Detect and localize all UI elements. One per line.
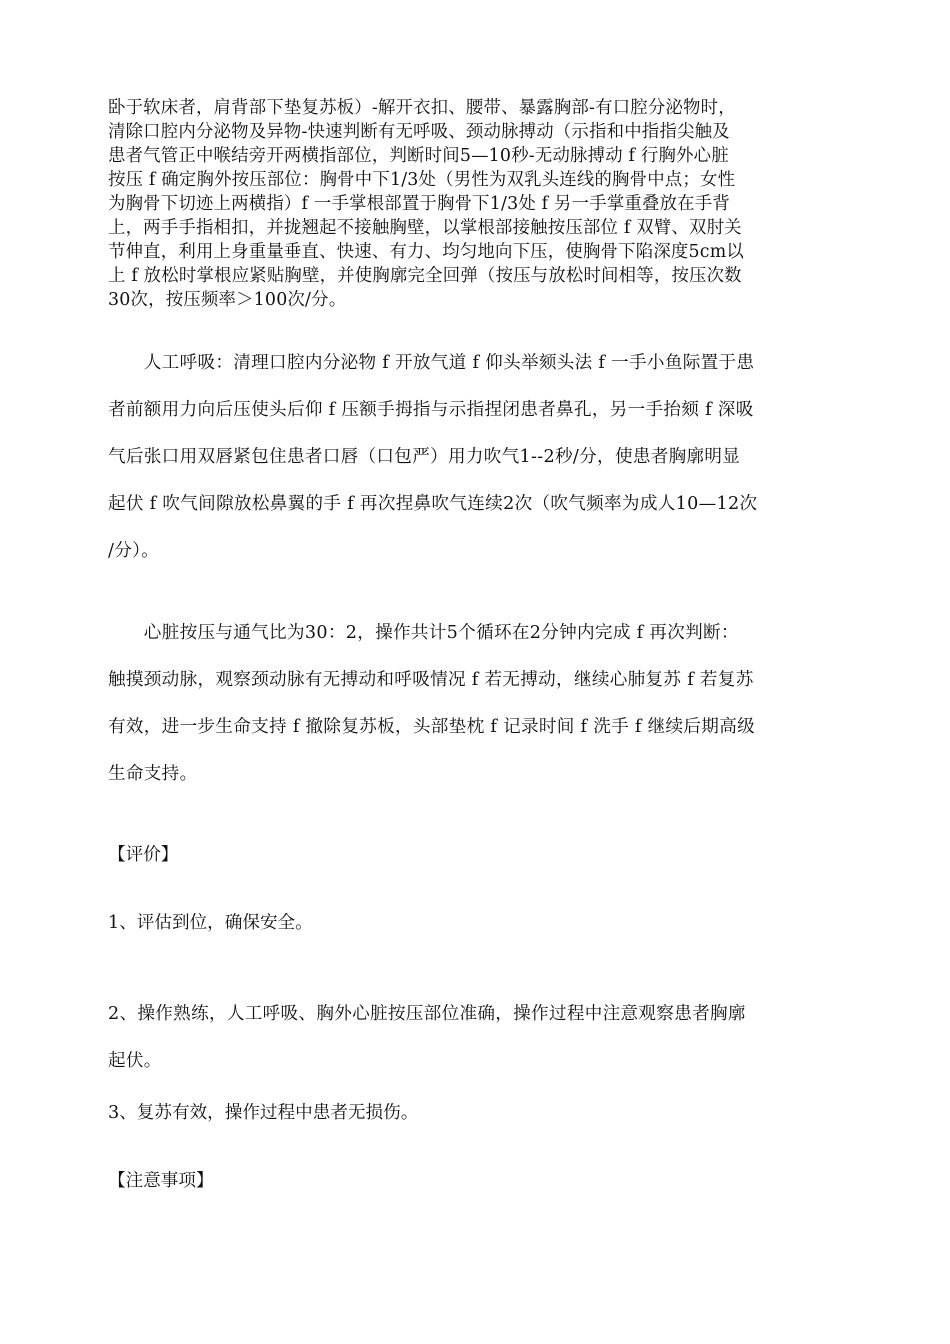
text-line: 者前额用力向后压使头后仰 f 压额手拇指与示指捏闭患者鼻孔，另一手抬颏 f 深吸 — [108, 400, 754, 420]
paragraph-cpr-compression — [108, 96, 744, 312]
text-line: 2、操作熟练，人工呼吸、胸外心脏按压部位准确，操作过程中注意观察患者胸廓 — [108, 1004, 746, 1024]
text-line: 心脏按压与通气比为30：2，操作共计5个循环在2分钟内完成 f 再次判断： — [108, 623, 739, 643]
text-line: 30次，按压频率＞100次/分。 — [108, 290, 347, 310]
text-line: 上 f 放松时掌根应紧贴胸壁，并使胸廓完全回弹（按压与放松时间相等，按压次数 — [108, 266, 742, 286]
evaluation-item-1: 1、评估到位，确保安全。 — [108, 913, 313, 933]
text-line: 为胸骨下切迹上两横指）f 一手掌根部置于胸骨下1/3处 f 另一手掌重叠放在手背 — [108, 194, 730, 214]
paragraph-artificial-respiration — [108, 340, 757, 575]
text-line: 起伏 f 吹气间隙放松鼻翼的手 f 再次捏鼻吹气连续2次（吹气频率为成人10—12次 — [108, 494, 758, 514]
notes-heading: 【注意事项】 — [108, 1171, 214, 1191]
text-line: 触摸颈动脉，观察颈动脉有无搏动和呼吸情况 f 若无搏动，继续心肺复苏 f 若复苏 — [108, 670, 754, 690]
evaluation-item-3: 3、复苏有效，操作过程中患者无损伤。 — [108, 1103, 419, 1123]
text-line: 清除口腔内分泌物及异物-快速判断有无呼吸、颈动脉搏动（示指和中指指尖触及 — [108, 122, 730, 142]
paragraph-compression-ratio — [108, 610, 755, 798]
text-line: 节伸直，利用上身重量垂直、快速、有力、均匀地向下压，使胸骨下陷深度5cm以 — [108, 242, 744, 262]
text-line: 卧于软床者，肩背部下垫复苏板）-解开衣扣、腰带、暴露胸部-有口腔分泌物时， — [108, 98, 736, 118]
text-line: 有效，进一步生命支持 f 撤除复苏板，头部垫枕 f 记录时间 f 洗手 f 继续后期高级 — [108, 717, 755, 737]
text-line: 气后张口用双唇紧包住患者口唇（口包严）用力吹气1--2秒/分，使患者胸廓明显 — [108, 447, 741, 467]
text-line: /分）。 — [108, 541, 160, 561]
text-line: 患者气管正中喉结旁开两横指部位，判断时间5—10秒-无动脉搏动 f 行胸外心脏 — [108, 146, 729, 166]
text-line: 起伏。 — [108, 1051, 162, 1071]
text-line: 上，两手手指相扣，并拢翘起不接触胸壁，以掌根部接触按压部位 f 双臂、双肘关 — [108, 218, 742, 238]
evaluation-heading: 【评价】 — [108, 845, 179, 865]
evaluation-item-2 — [108, 991, 746, 1085]
text-line: 按压 f 确定胸外按压部位：胸骨中下1/3处（男性为双乳头连线的胸骨中点；女性 — [108, 170, 736, 190]
text-line: 人工呼吸：清理口腔内分泌物 f 开放气道 f 仰头举颏头法 f 一手小鱼际置于患 — [108, 353, 755, 373]
text-line: 生命支持。 — [108, 764, 198, 784]
